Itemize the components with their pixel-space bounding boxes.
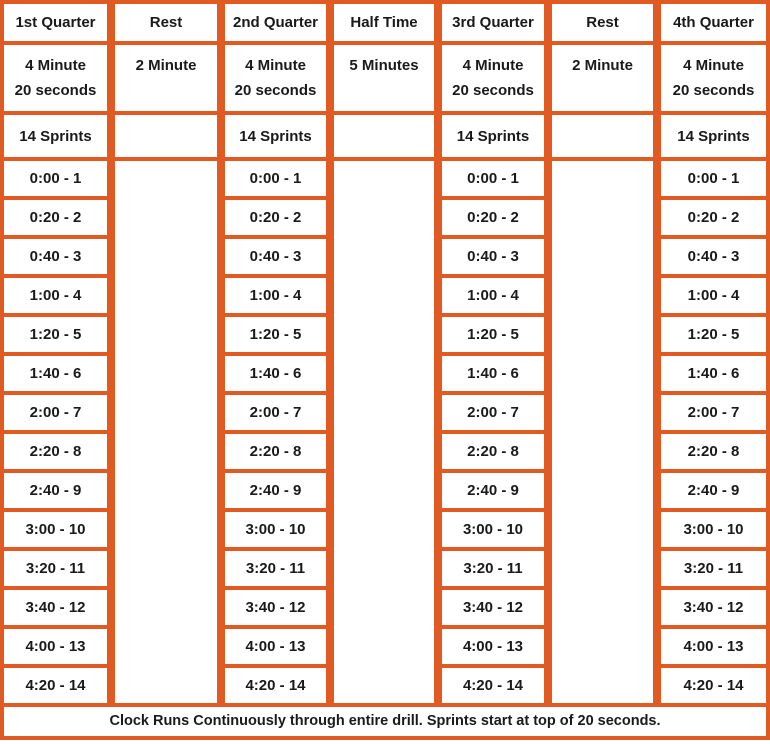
sprint-count-2: 14 Sprints	[221, 111, 330, 161]
column-header-2: 2nd Quarter	[221, 0, 330, 45]
sprint-time-cell: 2:00 - 7	[0, 391, 111, 434]
rest-column-body-5	[548, 157, 657, 707]
sprint-time-cell: 1:20 - 5	[221, 313, 330, 356]
empty-sprint-cell-3	[330, 111, 438, 161]
sprint-time-cell: 0:20 - 2	[657, 196, 770, 239]
footer-note: Clock Runs Continuously through entire drill. Sprints start at top of 20 seconds.	[0, 703, 770, 740]
sprint-time-cell: 0:40 - 3	[221, 235, 330, 278]
sprint-time-cell: 3:00 - 10	[221, 508, 330, 551]
sprint-time-cell: 0:40 - 3	[657, 235, 770, 278]
column-header-4: 3rd Quarter	[438, 0, 548, 45]
sprint-time-cell: 2:00 - 7	[438, 391, 548, 434]
sprint-time-cell: 2:40 - 9	[438, 469, 548, 512]
duration-cell-3-text: 5 Minutes	[349, 57, 419, 74]
sprint-time-cell: 3:20 - 11	[438, 547, 548, 590]
duration-cell-0	[0, 41, 111, 115]
sprint-time-cell: 1:40 - 6	[221, 352, 330, 395]
sprint-time-cell: 2:40 - 9	[657, 469, 770, 512]
sprint-time-cell: 1:00 - 4	[438, 274, 548, 317]
sprint-time-cell: 0:00 - 1	[221, 157, 330, 200]
sprint-time-cell: 1:00 - 4	[0, 274, 111, 317]
rest-column-body-3	[330, 157, 438, 707]
sprint-time-cell: 3:20 - 11	[0, 547, 111, 590]
sprint-time-cell: 1:00 - 4	[221, 274, 330, 317]
sprint-time-cell: 0:00 - 1	[0, 157, 111, 200]
duration-cell-5	[548, 41, 657, 115]
sprint-time-cell: 2:00 - 7	[657, 391, 770, 434]
sprint-time-cell: 1:40 - 6	[438, 352, 548, 395]
column-header-0: 1st Quarter	[0, 0, 111, 45]
sprint-time-cell: 1:20 - 5	[0, 313, 111, 356]
sprint-time-cell: 0:40 - 3	[438, 235, 548, 278]
sprint-time-cell: 1:00 - 4	[657, 274, 770, 317]
sprint-time-cell: 1:20 - 5	[438, 313, 548, 356]
column-header-3: Half Time	[330, 0, 438, 45]
duration-cell-0-text: 4 Minute 20 seconds	[14, 57, 97, 99]
sprint-time-cell: 3:20 - 11	[221, 547, 330, 590]
sprint-time-cell: 3:40 - 12	[657, 586, 770, 629]
sprint-time-cell: 0:20 - 2	[438, 196, 548, 239]
column-header-6: 4th Quarter	[657, 0, 770, 45]
sprint-time-cell: 2:40 - 9	[0, 469, 111, 512]
sprint-count-0: 14 Sprints	[0, 111, 111, 161]
sprint-time-cell: 4:20 - 14	[0, 664, 111, 707]
sprint-time-cell: 2:20 - 8	[438, 430, 548, 473]
sprint-time-cell: 1:40 - 6	[657, 352, 770, 395]
duration-cell-2-text: 4 Minute 20 seconds	[234, 57, 317, 99]
sprint-time-cell: 3:20 - 11	[657, 547, 770, 590]
sprint-time-cell: 4:00 - 13	[0, 625, 111, 668]
duration-cell-1-text: 2 Minute	[135, 57, 197, 74]
sprint-time-cell: 2:20 - 8	[657, 430, 770, 473]
sprint-time-cell: 0:40 - 3	[0, 235, 111, 278]
sprint-time-cell: 3:00 - 10	[438, 508, 548, 551]
empty-sprint-cell-5	[548, 111, 657, 161]
column-header-1: Rest	[111, 0, 221, 45]
sprint-time-cell: 2:40 - 9	[221, 469, 330, 512]
duration-cell-6-text: 4 Minute 20 seconds	[672, 57, 755, 99]
sprint-time-cell: 1:40 - 6	[0, 352, 111, 395]
duration-cell-2	[221, 41, 330, 115]
duration-cell-4-text: 4 Minute 20 seconds	[452, 57, 534, 99]
sprint-time-cell: 4:20 - 14	[438, 664, 548, 707]
sprint-time-cell: 4:00 - 13	[438, 625, 548, 668]
sprint-count-4: 14 Sprints	[438, 111, 548, 161]
duration-cell-1	[111, 41, 221, 115]
sprint-time-cell: 0:20 - 2	[221, 196, 330, 239]
sprint-time-cell: 4:20 - 14	[221, 664, 330, 707]
sprint-time-cell: 0:00 - 1	[438, 157, 548, 200]
sprint-time-cell: 3:00 - 10	[657, 508, 770, 551]
duration-cell-4	[438, 41, 548, 115]
sprint-count-6: 14 Sprints	[657, 111, 770, 161]
sprint-time-cell: 4:20 - 14	[657, 664, 770, 707]
duration-cell-6	[657, 41, 770, 115]
sprint-time-cell: 2:00 - 7	[221, 391, 330, 434]
sprint-time-cell: 3:40 - 12	[221, 586, 330, 629]
sprint-time-cell: 3:00 - 10	[0, 508, 111, 551]
sprint-time-cell: 4:00 - 13	[657, 625, 770, 668]
sprint-time-cell: 0:20 - 2	[0, 196, 111, 239]
empty-sprint-cell-1	[111, 111, 221, 161]
sprint-time-cell: 3:40 - 12	[0, 586, 111, 629]
sprint-time-cell: 3:40 - 12	[438, 586, 548, 629]
sprint-time-cell: 2:20 - 8	[221, 430, 330, 473]
duration-cell-5-text: 2 Minute	[572, 57, 633, 74]
duration-cell-3	[330, 41, 438, 115]
sprint-time-cell: 2:20 - 8	[0, 430, 111, 473]
rest-column-body-1	[111, 157, 221, 707]
column-header-5: Rest	[548, 0, 657, 45]
sprint-time-cell: 0:00 - 1	[657, 157, 770, 200]
sprint-time-cell: 4:00 - 13	[221, 625, 330, 668]
sprint-time-cell: 1:20 - 5	[657, 313, 770, 356]
